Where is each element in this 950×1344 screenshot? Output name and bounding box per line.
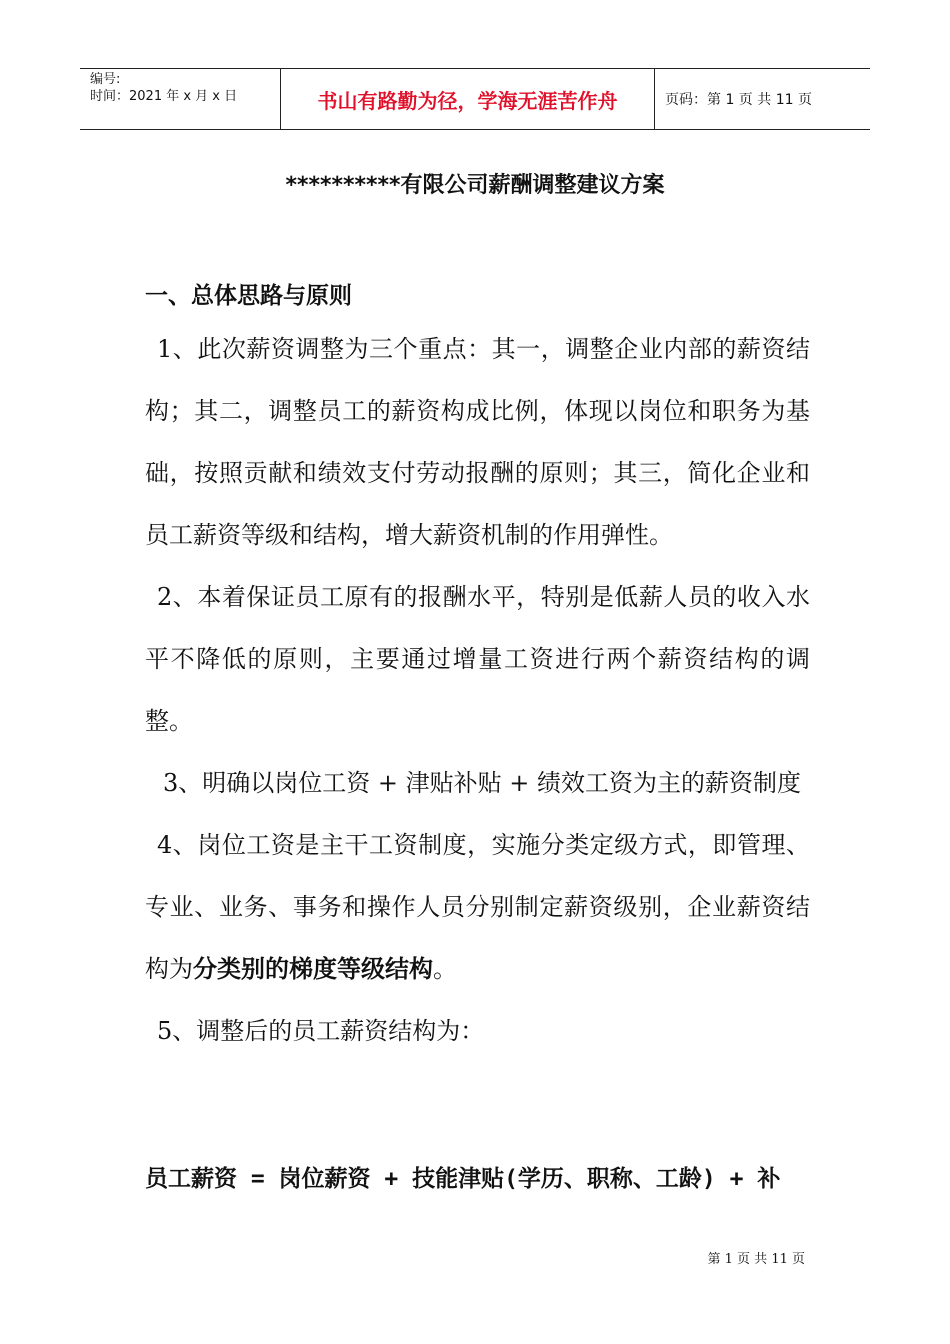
section-heading: 一、总体思路与原则 <box>145 283 352 309</box>
salary-formula: 员工薪资 = 岗位薪资 + 技能津贴(学历、职称、工龄) + 补 <box>145 1166 781 1192</box>
paragraph-5: 5、调整后的员工薪资结构为： <box>157 1017 485 1045</box>
header-page-info: 页码：第 1 页 共 11 页 <box>665 92 812 108</box>
paragraph-4-emphasis: 分类别的梯度等级结构 <box>193 954 433 983</box>
header-meta <box>80 69 281 129</box>
paragraph-4-end: 。 <box>433 955 457 983</box>
paragraph-4-text: 4、岗位工资是主干工资制度，实施分类定级方式，即管理、专业、业务、事务和操作人员分别制定薪资级别，企业薪资结构为 <box>145 831 810 983</box>
page-footer: 第 1 页 共 11 页 <box>707 1252 805 1267</box>
page-header <box>80 68 870 130</box>
paragraph-1: 1、此次薪资调整为三个重点：其一，调整企业内部的薪资结构；其二，调整员工的薪资构成比例，体现以岗位和职务为基础，按照贡献和绩效支付劳动报酬的原则；其三，简化企业和员工薪资等级和结构，增大薪资机制的作用弹性。 <box>145 335 810 549</box>
paragraph-3: 3、明确以岗位工资 + 津贴补贴 + 绩效工资为主的薪资制度 <box>163 769 802 797</box>
document-date: 时间：2021 年 x 月 x 日 <box>90 89 238 104</box>
document-body <box>145 274 810 1062</box>
document-title: **********有限公司薪酬调整建议方案 <box>285 173 665 198</box>
document-number-label: 编号: <box>90 72 121 87</box>
paragraph-4 <box>145 814 810 1000</box>
header-motto: 书山有路勤为径，学海无涯苦作舟 <box>281 69 655 129</box>
paragraph-2: 2、本着保证员工原有的报酬水平，特别是低薪人员的收入水平不降低的原则，主要通过增量工资进行两个薪资结构的调整。 <box>145 583 810 735</box>
